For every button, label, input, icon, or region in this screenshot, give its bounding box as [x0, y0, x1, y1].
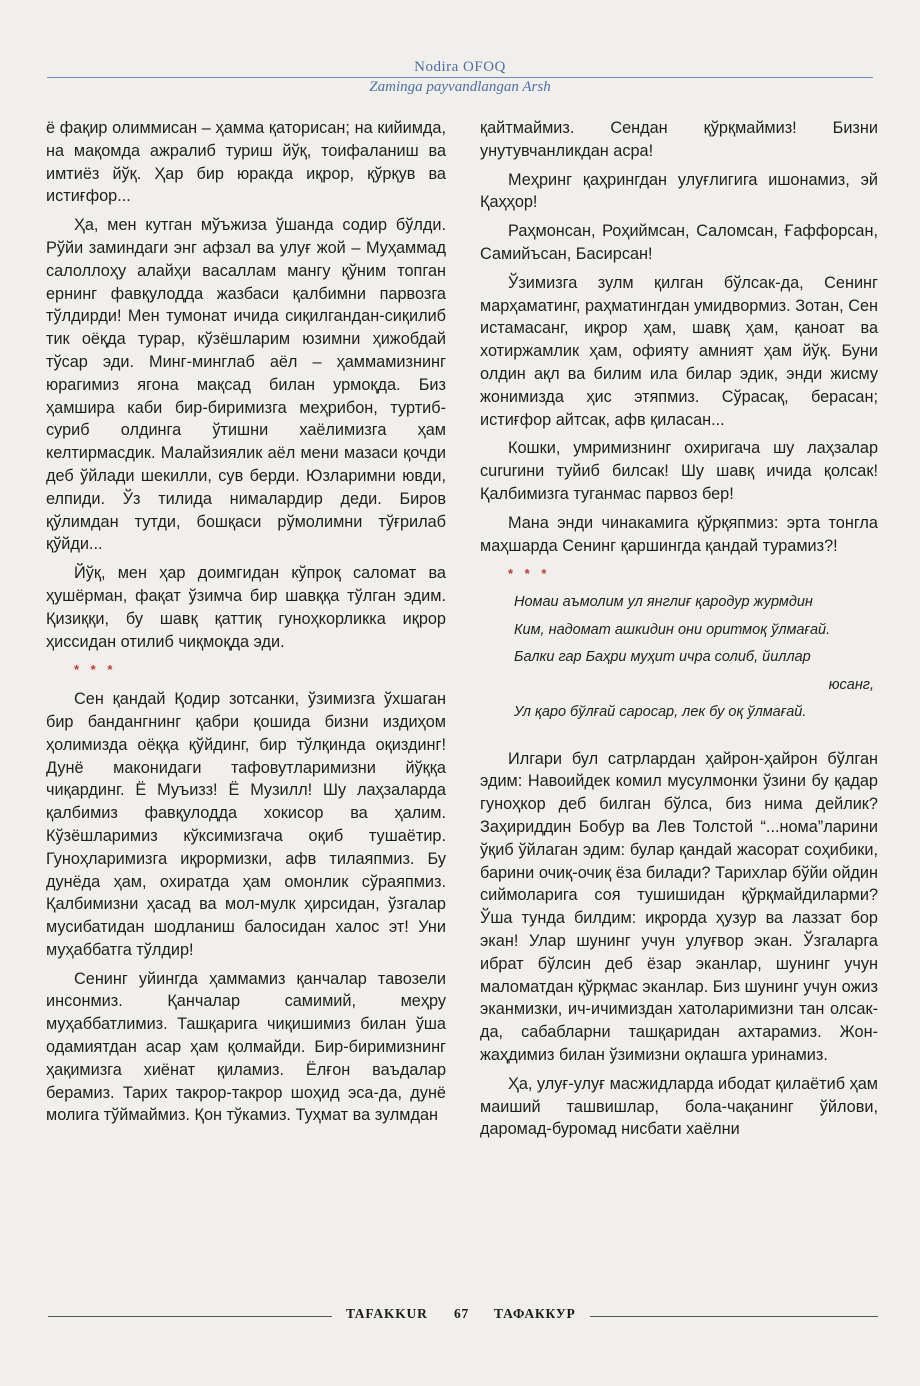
paragraph: Ҳа, улуғ-улуғ масжидларда ибодат қилаётиб ҳам маиший ташвишлар, бола-чақанинг ўйлови, даромад-буромад нисбати хаёлни: [480, 1074, 878, 1139]
page-number: 67: [454, 1306, 470, 1321]
poem-line: Ким, надомат ашкидин они оритмоқ ўлмағай.: [514, 621, 831, 638]
poem-line: юсанг,: [828, 676, 874, 693]
header-divider: [47, 77, 873, 78]
left-column: [46, 117, 446, 1133]
section-separator: * * *: [508, 566, 551, 582]
header-title: Zaminga payvandlangan Arsh: [369, 79, 551, 95]
paragraph: Мана энди чинакамига қўрқяпмиз: эрта тонгла маҳшарда Сенинг қаршингда қандай турамиз?!: [480, 513, 878, 555]
paragraph: Раҳмонсан, Роҳиймсан, Саломсан, Ғаффорсан, Самийъсан, Басирсан!: [480, 222, 878, 263]
paragraph: қайтмаймиз. Сендан қўрқмаймиз! Бизни унутувчанликдан асра!: [480, 119, 878, 160]
paragraph: Илгари бул сатрлардан ҳайрон-ҳайрон бўлган эдим: Навоийдек комил мусулмонки ўзини бу қадар гуноҳкор деб билган бўлса, биз нима дейлик? Заҳириддин Бобур ва Лев Толстой “...нома”ларини ўқиб ўйлаган эдим: булар қандай жасорат соҳибики, барини очиқ-очиқ ёза билади? Тарихлар бўйи ойдин сиймоларига соя тушишидан қўрқмайдиларми? Ўша тунда билдим: иқрорда ҳузур ва лаззат бор экан! Улар шунинг учун улуғвор экан. Ўзгаларга ибрат бўлсин деб ёзар эканлар, шунинг учун маломатдан қўрқмас эканлар. Биз шунинг учун ожиз эканмизки, ич-ичимиздан хатоларимизни тан олсак-да, сабабларни ташқаридан ахтарамиз. Жон-жаҳдимиз билан ўзимизни оқлашга уринамиз.: [480, 749, 878, 1064]
paragraph: Меҳринг қаҳрингдан улуғлигига ишонамиз, эй Қаҳҳор!: [480, 170, 878, 212]
footer-divider-right: [590, 1316, 878, 1317]
paragraph: ё фақир олиммисан – ҳамма қаторисан; на кийимда, на мақомда ажралиб туриш йўқ, тоифаланиш ва имтиёз йўқ. Ҳар бир юракда иқрор, қўрқув ва истиғфор...: [46, 119, 446, 206]
poem-line: Номаи аъмолим ул янглиғ қародур журмдин: [514, 594, 813, 611]
page-footer: [0, 1300, 920, 1330]
poem-quote: [480, 592, 878, 724]
paragraph: Кошки, умримизнинг охиригача шу лаҳзалар сururини туйиб билсак! Шу шавқ ичида қолсак! Қалбимизга туганмас парвоз бер!: [480, 439, 878, 503]
poem-line: Балки гар Баҳри муҳит ичра солиб, йиллар: [514, 649, 811, 666]
poem-line: Ул қаро бўлғай саросар, лек бу оқ ўлмағай.: [514, 704, 807, 721]
section-separator: * * *: [74, 662, 117, 678]
right-column: [480, 117, 878, 1147]
footer-divider-left: [48, 1316, 332, 1317]
header-author: Nodira OFOQ: [414, 59, 506, 75]
paragraph: Ўзимизга зулм қилган бўлсак-да, Сенинг марҳаматинг, раҳматингдан умидвормиз. Зотан, Сен истамасанг, иқрор ҳам, шавқ ҳам, қаноат ва хотиржамлик ҳам, офияту амният ҳам йўқ. Буни олдин ақл ва билим ила билар эдик, энди жисму жонимизда ҳис этяпмиз. Сўрасақ, берасан; истиғфор айтсак, афв қиласан...: [480, 273, 878, 429]
paragraph: Ҳа, мен кутган мўъжиза ўшанда содир бўлди. Рўйи заминдаги энг афзал ва улуғ жой – Муҳаммад салоллоҳу алайҳи васаллам мангу қўним топган ернинг фавқулодда жазбаси қалбимни парвозга тўлдирди! Мен тумонат ичида сиқилгандан-сиқилиб тик оёқда турар, кўзёшларим юзимни ҳижобдай тўсар эди. Минг-минглаб аёл – ҳаммамизнинг юрагимиз ягона мақсад билан урмоқда. Биз ҳамшира каби бир-биримизга меҳрибон, туртиб-суриб олдинга ўтишни хаёлимизга ҳам келтирмасдик. Малайзиялик аёл мени мазаси қочди деб ўйлади шекилли, сув берди. Юзларимни ювди, елпиди. Ўз тилида нималардир деди. Биров қўлимдан тутди, бошқаси рўмолимни тўғрилаб қўйди...: [46, 216, 446, 554]
paragraph: Сенинг уйингда ҳаммамиз қанчалар тавозели инсонмиз. Қанчалар самимий, меҳру муҳаббатлимиз. Ташқарига чиқишимиз билан ўша одамиятдан асар ҳам қолмайди. Бир-биримизнинг ҳақимизга хиёнат қиламиз. Ёлғон ваъдалар берамиз. Тарих такрор-такрор шоҳид эса-да, дунё молига тўймаймиз. Қон тўкамиз. Туҳмат ва зулмдан: [46, 969, 446, 1125]
footer-magazine-latin: TAFAKKUR: [346, 1306, 428, 1321]
paragraph: Йўқ, мен ҳар доимгидан кўпроқ саломат ва ҳушёрман, фақат ўзимча бир шавққа тўлган эдим. Қизиққи, бу шавқ қаттиқ гуноҳкорликка иқрор ҳиссидан отилиб чиқмоқда эди.: [46, 564, 446, 651]
footer-magazine-cyrillic: ТАФАККУР: [494, 1306, 576, 1321]
paragraph: Сен қандай Қодир зотсанки, ўзимизга ўхшаган бир бандангнинг қабри қошида бизни издиҳом ҳолимизда оёққа қўйдинг, бир тўлқинда оқиздинг! Дунё маконидаги тафовутларимизни йўққа чиқардинг. Ё Муъизз! Ё Музилл! Шу лаҳзаларда қалбимиз фавқулодда хокисор ва ҳалим. Кўзёшларимиз кўксимизгача оқиб тушаётир. Гуноҳларимизга иқрормизки, афв тилаяпмиз. Бу дунёда ҳам, охиратда ҳам омонлик сўраяпмиз. Қалбимизни ҳасад ва мол-мулк ҳирсидан, ўзгалар мусибатидан шодланиш балосидан халос эт! Уни муҳаббатга тўлдир!: [46, 690, 446, 959]
page-header: [0, 0, 920, 110]
